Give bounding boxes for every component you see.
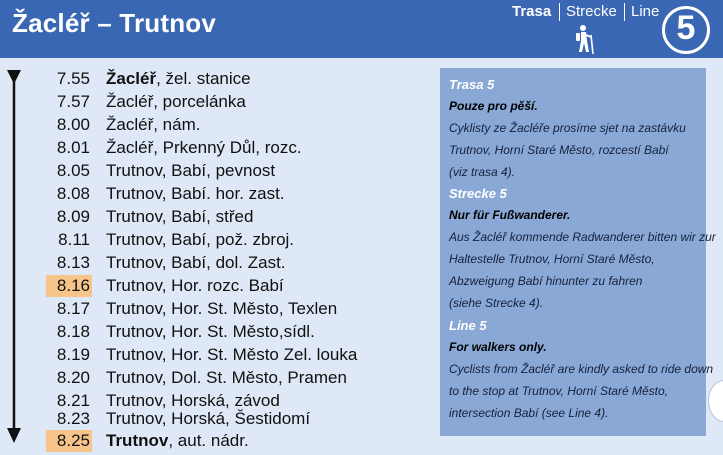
departure-time: 7.55 <box>56 69 90 88</box>
stop-name <box>106 68 251 90</box>
lang-label-cz: Trasa <box>512 3 552 20</box>
departure-time: 8.23 <box>56 409 90 428</box>
stop-row <box>0 91 430 113</box>
departure-time: 8.19 <box>56 345 90 364</box>
divider <box>624 3 625 21</box>
stop-name-rest: Trutnov, Dol. St. Město, Pramen <box>106 368 347 387</box>
departure-time: 8.21 <box>56 391 90 410</box>
info-text-de: Aus Žacléř kommende Radwanderer bitten wir zur <box>449 230 716 244</box>
stop-name-bold: Trutnov <box>106 431 169 450</box>
departure-time: 8.25 <box>46 430 92 452</box>
info-text-en: Cyclists from Žacléř are kindly asked to ride down <box>449 362 714 376</box>
departure-time: 7.57 <box>56 92 90 111</box>
info-text-de: Haltestelle Trutnov, Horní Staré Město, <box>449 252 655 266</box>
stop-row <box>0 430 430 452</box>
stop-name-rest: , žel. stanice <box>156 69 251 88</box>
stop-name-rest: , aut. nádr. <box>168 431 249 450</box>
stop-name <box>106 275 284 297</box>
stop-name <box>106 344 357 366</box>
stop-row <box>0 206 430 228</box>
stop-row <box>0 408 430 430</box>
departure-time: 8.16 <box>46 275 92 297</box>
stop-name <box>106 430 249 452</box>
stop-row <box>0 183 430 205</box>
departure-time: 8.13 <box>56 253 90 272</box>
lang-label-en: Line <box>631 3 660 20</box>
stop-name-rest: Žacléř, nám. <box>106 115 201 134</box>
stop-row <box>0 252 430 274</box>
stop-row <box>0 68 430 90</box>
stop-name-rest: Trutnov, Babí, dol. Zast. <box>106 253 286 272</box>
stop-name-rest: Trutnov, Babí, pož. zbroj. <box>106 230 295 249</box>
departure-time: 8.17 <box>56 299 90 318</box>
route-info-panel <box>440 68 716 436</box>
departure-time: 8.00 <box>56 115 90 134</box>
stop-row <box>0 137 430 159</box>
stop-name-rest: Trutnov, Babí, pevnost <box>106 161 276 180</box>
info-text-de: Abzweigung Babí hinunter zu fahren <box>449 274 643 288</box>
stop-name <box>106 137 302 159</box>
stop-name <box>106 252 286 274</box>
info-text-cz: Trutnov, Horní Staré Město, rozcestí Babí <box>449 143 669 157</box>
departure-time: 8.18 <box>56 322 90 341</box>
stop-name-bold: Žacléř <box>106 69 157 88</box>
info-heading-cz: Trasa 5 <box>449 77 495 92</box>
info-heading-en: Line 5 <box>449 318 487 333</box>
divider <box>559 3 560 21</box>
stop-name <box>106 91 246 113</box>
lang-label-de: Strecke <box>566 3 617 20</box>
departure-time: 8.09 <box>56 207 90 226</box>
stop-row <box>0 160 430 182</box>
stop-row <box>0 275 430 297</box>
stop-name-rest: Trutnov, Babí, střed <box>106 207 254 226</box>
info-text-de: (siehe Strecke 4). <box>449 296 544 310</box>
stop-name-rest: Žacléř, Prkenný Důl, rozc. <box>106 138 302 157</box>
stop-row <box>0 367 430 389</box>
stop-name <box>106 206 253 228</box>
stop-row <box>0 321 430 343</box>
info-heading-de: Strecke 5 <box>449 186 507 201</box>
stop-name-rest: Trutnov, Babí. hor. zast. <box>106 184 285 203</box>
stop-row <box>0 344 430 366</box>
info-text-cz: Cyklisty ze Žacléře prosíme sjet na zastávku <box>449 121 686 135</box>
info-notice-en: For walkers only. <box>449 340 547 354</box>
info-text-en: to the stop at Trutnov, Horní Staré Město, <box>449 384 668 398</box>
stop-name <box>106 298 337 320</box>
info-notice-de: Nur für Fußwanderer. <box>449 208 571 222</box>
header-bar <box>0 0 723 58</box>
hiker-icon <box>572 24 596 56</box>
departure-time: 8.20 <box>56 368 90 387</box>
stop-name-rest: Trutnov, Hor. St. Město, Texlen <box>106 299 338 318</box>
stop-name <box>106 114 200 136</box>
stop-row <box>0 298 430 320</box>
info-text-en: intersection Babí (see Line 4). <box>449 406 609 420</box>
departure-time: 8.01 <box>56 138 90 157</box>
stop-row <box>0 114 430 136</box>
stop-name-rest: Trutnov, Hor. St. Město Zel. louka <box>106 345 358 364</box>
info-notice-cz: Pouze pro pěší. <box>449 99 538 113</box>
departure-time: 8.11 <box>58 230 90 249</box>
stop-name <box>106 229 294 251</box>
info-text-cz: (viz trasa 4). <box>449 165 516 179</box>
stop-name-rest: Trutnov, Horská, závod <box>106 391 280 410</box>
stop-name-rest: Trutnov, Hor. rozc. Babí <box>106 276 284 295</box>
stop-name <box>106 160 275 182</box>
departure-time: 8.08 <box>56 184 90 203</box>
stop-name <box>106 321 315 343</box>
stop-name-rest: Žacléř, porcelánka <box>106 92 246 111</box>
line-number-badge: 5 <box>662 6 710 54</box>
route-title: Žacléř – Trutnov <box>12 8 217 38</box>
stop-name <box>106 408 310 430</box>
stop-row <box>0 229 430 251</box>
stop-name-rest: Trutnov, Horská, Šestidomí <box>106 409 311 428</box>
stop-name <box>106 183 285 205</box>
page-edge-tab <box>708 380 723 422</box>
stop-name <box>106 367 347 389</box>
departure-time: 8.05 <box>56 161 90 180</box>
stop-name-rest: Trutnov, Hor. St. Město,sídl. <box>106 322 315 341</box>
